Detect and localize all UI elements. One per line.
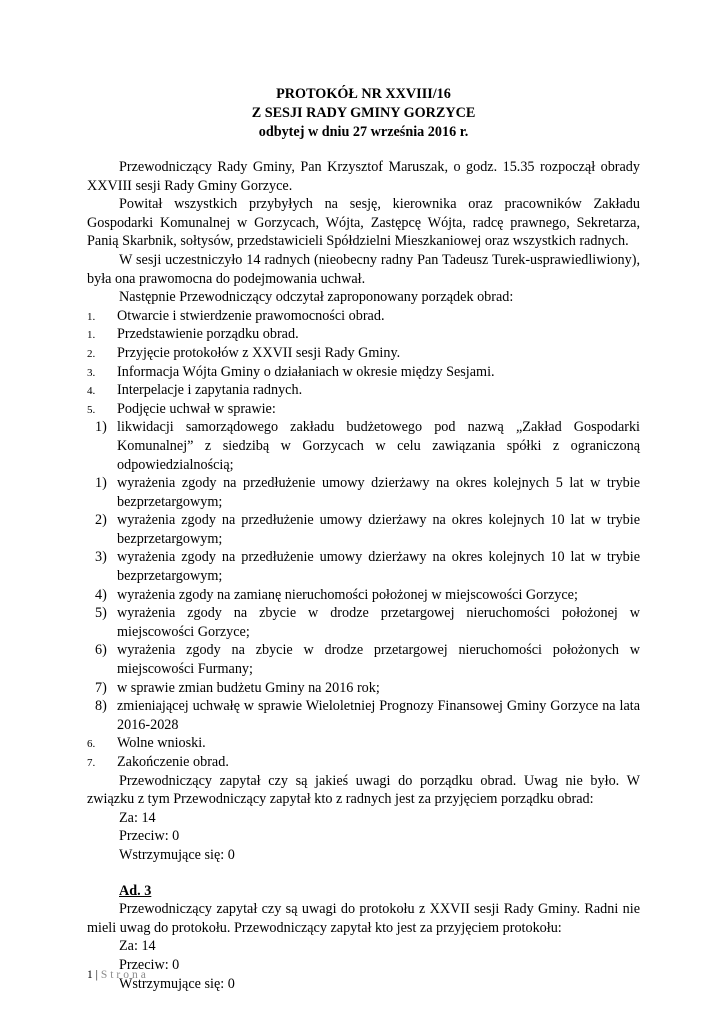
agenda-item (87, 753, 640, 772)
vote-for: Za: 14 (119, 809, 156, 826)
intro-paragraph-3: W sesji uczestniczyło 14 radnych (nieobecny radny Pan Tadeusz Turek-usprawiedliwiony), była ona prawomocna do podejmowania uchwał. (87, 251, 640, 287)
vote-abstain: Wstrzymujące się: 0 (119, 975, 235, 992)
agenda-item (87, 734, 640, 753)
agenda-item-text: Przyjęcie protokołów z XXVII sesji Rady Gminy. (117, 344, 401, 361)
agenda-item (87, 344, 640, 363)
agenda-item-text: Otwarcie i stwierdzenie prawomocności obrad. (117, 307, 385, 324)
document-page (87, 85, 640, 993)
page-footer (87, 966, 149, 985)
vote-against: Przeciw: 0 (119, 828, 180, 845)
resolution-item (87, 641, 640, 678)
resolution-text: zmieniającej uchwałę w sprawie Wieloletniej Prognozy Finansowej Gminy Gorzyce na lata 2016-2028 (117, 698, 640, 733)
section-heading-ad3: Ad. 3 (119, 882, 152, 899)
agenda-item (87, 381, 640, 400)
resolution-item (87, 697, 640, 734)
vote-abstain: Wstrzymujące się: 0 (119, 846, 235, 863)
resolution-text: wyrażenia zgody na przedłużenie umowy dzierżawy na okres kolejnych 10 lat w trybie bezprzetargowym; (117, 512, 640, 547)
page-number: 1 (87, 969, 93, 981)
resolution-number: 8) (95, 698, 107, 715)
resolution-item (87, 418, 640, 474)
intro-paragraph-2: Powitał wszystkich przybyłych na sesję, kierownika oraz pracowników Zakładu Gospodarki Komunalnej w Gorzycach, Wójta, Zastępcę Wójta, radcę prawnego, Sekretarza, Panią Skarbnik, sołtysów, przedstawicieli Spółdzielni Mieszkaniowej oraz wszystkich radnych. (87, 196, 640, 250)
agenda-item-text: Wolne wnioski. (117, 735, 206, 752)
agenda-item-number: 6. (87, 738, 96, 751)
agenda-item-number: 5. (87, 403, 96, 416)
agenda-item (87, 400, 640, 419)
resolution-number: 3) (95, 549, 107, 566)
agenda-item-number: 2. (87, 347, 96, 360)
title-line-2: Z SESJI RADY GMINY GORZYCE (251, 105, 476, 121)
agenda-item-number: 4. (87, 385, 96, 398)
agenda-item-number: 1. (87, 329, 96, 342)
resolution-number: 6) (95, 642, 107, 659)
agenda-item (87, 307, 640, 326)
intro-paragraph-4: Następnie Przewodniczący odczytał zaproponowany porządek obrad: (119, 289, 514, 306)
vote-for: Za: 14 (119, 938, 156, 955)
title-line-3: odbytej w dniu 27 września 2016 r. (258, 124, 469, 140)
resolution-item (87, 679, 640, 698)
document-title (87, 85, 640, 142)
intro-paragraph-1: Przewodniczący Rady Gminy, Pan Krzysztof Maruszak, o godz. 15.35 rozpoczął obrady XXVIII sesji Rady Gminy Gorzyce. (87, 159, 640, 194)
page-label: Strona (100, 969, 149, 981)
resolution-text: wyrażenia zgody na zbycie w drodze przetargowej nieruchomości położonej w miejscowości Gorzyce; (117, 605, 640, 640)
agenda-item-text: Przedstawienie porządku obrad. (117, 326, 299, 343)
resolution-text: wyrażenia zgody na przedłużenie umowy dzierżawy na okres kolejnych 10 lat w trybie bezprzetargowym; (117, 549, 640, 585)
agenda-vote-paragraph: Przewodniczący zapytał czy są jakieś uwagi do porządku obrad. Uwag nie było. W związku z tym Przewodniczący zapytał kto z radnych jest za przyjęciem porządku obrad: (87, 772, 640, 808)
resolution-item (87, 474, 640, 511)
resolution-text: wyrażenia zgody na zamianę nieruchomości położonej w miejscowości Gorzyce; (117, 586, 578, 603)
resolution-item (87, 604, 640, 641)
resolution-number: 5) (95, 605, 107, 622)
resolution-number: 1) (95, 419, 107, 436)
resolution-text: wyrażenia zgody na zbycie w drodze przetargowej nieruchomości położonych w miejscowości Furmany; (117, 642, 640, 678)
agenda-item-text: Informacja Wójta Gminy o działaniach w okresie między Sesjami. (117, 363, 495, 380)
vote-against: Przeciw: 0 (119, 956, 180, 973)
resolution-text: likwidacji samorządowego zakładu budżetowego pod nazwą „Zakład Gospodarki Komunalnej” z siedzibą w Gorzycach w celu zawiązania spółki z ograniczoną odpowiedzialnością; (117, 419, 640, 473)
title-line-1: PROTOKÓŁ NR XXVIII/16 (276, 86, 451, 102)
resolution-number: 1) (95, 475, 107, 492)
resolution-number: 2) (95, 512, 107, 529)
agenda-item-number: 7. (87, 757, 96, 769)
resolution-number: 7) (95, 679, 107, 696)
resolution-item (87, 511, 640, 548)
ad3-paragraph: Przewodniczący zapytał czy są uwagi do protokołu z XXVII sesji Rady Gminy. Radni nie mieli uwag do protokołu. Przewodniczący zapytał kto jest za przyjęciem protokołu: (87, 901, 640, 936)
agenda-item-text: Zakończenie obrad. (117, 754, 229, 770)
agenda-item (87, 363, 640, 382)
resolution-item (87, 586, 640, 605)
agenda-item-text: Interpelacje i zapytania radnych. (117, 382, 303, 399)
agenda-item (87, 325, 640, 344)
agenda-item-number: 1. (87, 310, 96, 323)
resolution-text: w sprawie zmian budżetu Gminy na 2016 rok; (117, 679, 380, 696)
resolution-text: wyrażenia zgody na przedłużenie umowy dzierżawy na okres kolejnych 5 lat w trybie bezprzetargowym; (117, 475, 640, 510)
resolution-item (87, 548, 640, 585)
footer-separator: | (95, 969, 98, 981)
resolution-number: 4) (95, 586, 107, 603)
agenda-item-text: Podjęcie uchwał w sprawie: (117, 400, 276, 417)
agenda-item-number: 3. (87, 366, 96, 379)
